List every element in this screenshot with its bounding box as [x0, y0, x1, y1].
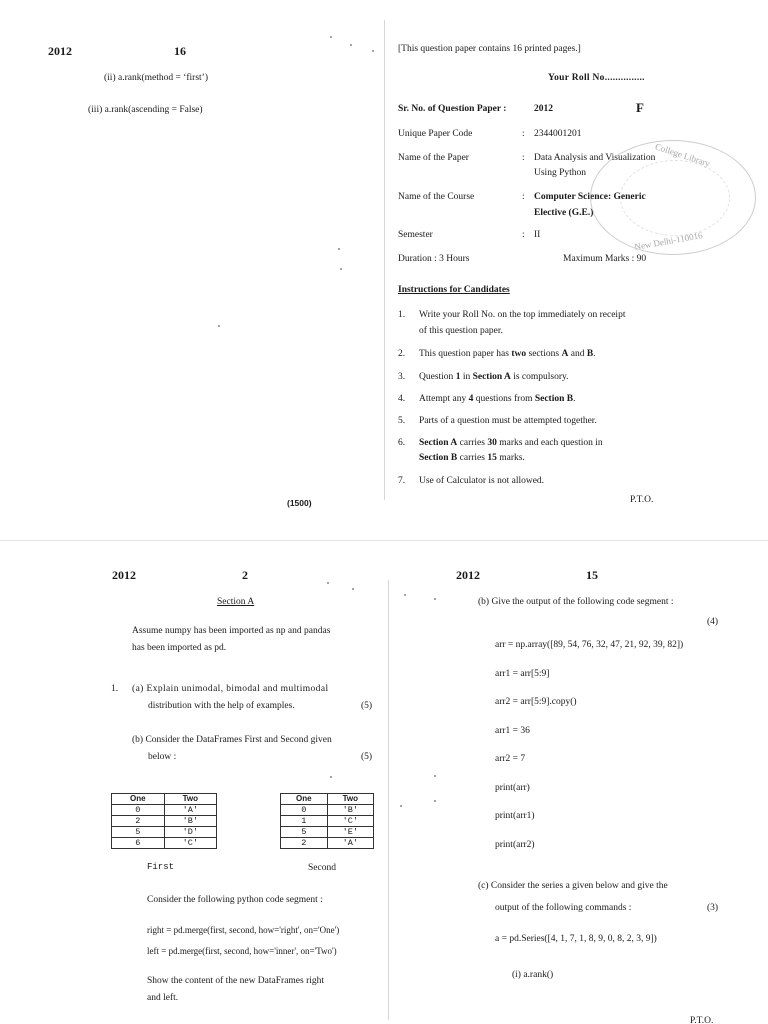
dataframe-second: [280, 793, 374, 849]
table-cell: 1: [281, 816, 328, 827]
table-caption-second: Second: [308, 863, 336, 873]
question-1a: (a) Explain unimodal, bimodal and multimodal: [132, 684, 329, 694]
intro-text-cont: has been imported as pd.: [132, 643, 227, 653]
instruction-text: Attempt any 4 questions from Section B.: [419, 394, 576, 404]
intro-text: Assume numpy has been imported as np and pandas: [132, 626, 331, 636]
scan-speck: [434, 598, 436, 600]
question-1a-marks: (5): [361, 701, 373, 711]
column-header: One: [281, 794, 328, 805]
scan-speck: [338, 248, 340, 250]
table-row: [281, 827, 374, 838]
field-label-paper-code: Unique Paper Code: [398, 129, 473, 139]
page-year: 2012: [456, 568, 480, 582]
code-merge-left: left = pd.merge(first, second, how='inner', on='Two'): [147, 946, 337, 956]
code-merge-right: right = pd.merge(first, second, how='right', on='One'): [147, 925, 340, 935]
page-number: 15: [586, 568, 598, 582]
instruction-text: This question paper has two sections A and B.: [419, 349, 596, 359]
page-fold-line: [384, 20, 385, 500]
table-cell: 'B': [164, 816, 216, 827]
table-cell: 5: [281, 827, 328, 838]
scan-speck: [327, 582, 329, 584]
instruction-number: 6.: [398, 438, 406, 448]
scan-speck: [352, 588, 354, 590]
sr-no-label: Sr. No. of Question Paper :: [398, 104, 507, 114]
table-cell: 5: [112, 827, 165, 838]
rank-item-iii: (iii) a.rank(ascending = False): [88, 105, 203, 115]
scan-speck: [404, 594, 406, 596]
column-header: Two: [327, 794, 373, 805]
sr-no-value: 2012: [534, 104, 553, 114]
library-stamp-inner-ring: [620, 160, 730, 236]
print-count: (1500): [287, 498, 312, 508]
table-cell: 6: [112, 838, 165, 849]
instruction-number: 4.: [398, 394, 406, 404]
scan-speck: [330, 36, 332, 38]
consider-text: Consider the following python code segment :: [147, 895, 323, 905]
field-value-paper-name-cont: Using Python: [534, 168, 586, 178]
question-b-marks: (4): [707, 617, 719, 627]
field-label-course: Name of the Course: [398, 192, 475, 202]
column-header: Two: [164, 794, 216, 805]
field-value-paper-name: Data Analysis and Visualization: [534, 153, 656, 163]
code-line: arr1 = arr[5:9]: [495, 669, 550, 679]
table-cell: 'A': [164, 805, 216, 816]
field-colon: :: [522, 230, 525, 240]
scan-speck: [400, 805, 402, 807]
question-1b-cont: below :: [148, 752, 177, 762]
rank-item-i: (i) a.rank(): [512, 970, 554, 980]
field-colon: :: [522, 129, 525, 139]
question-c: (c) Consider the series a given below and give the: [478, 881, 668, 891]
table-cell: 'C': [327, 816, 373, 827]
table-row: [112, 827, 217, 838]
code-line: arr = np.array([89, 54, 76, 32, 47, 21, 92, 39, 82]): [495, 640, 684, 650]
question-c-cont: output of the following commands :: [495, 903, 632, 913]
stamp-text-bottom: New Delhi-110016: [633, 230, 704, 252]
field-value-course: Computer Science: Generic: [534, 192, 646, 202]
pto-marker: P.T.O.: [630, 495, 654, 505]
table-row: [281, 805, 374, 816]
instruction-text-cont: of this question paper.: [419, 326, 503, 336]
scan-speck: [372, 50, 374, 52]
instruction-number: 1.: [398, 310, 406, 320]
instruction-number: 3.: [398, 372, 406, 382]
question-number: 1.: [111, 684, 119, 694]
table-row: [112, 816, 217, 827]
instruction-number: 5.: [398, 416, 406, 426]
instruction-text: Question 1 in Section A is compulsory.: [419, 372, 569, 382]
instruction-number: 2.: [398, 349, 406, 359]
table-cell: 'A': [327, 838, 373, 849]
table-row: [281, 838, 374, 849]
table-cell: 'C': [164, 838, 216, 849]
scan-speck: [330, 776, 332, 778]
question-1b: (b) Consider the DataFrames First and Second given: [132, 735, 332, 745]
table-cell: 0: [281, 805, 328, 816]
field-label-paper-name: Name of the Paper: [398, 153, 469, 163]
pto-marker-partial: P.T.O.: [690, 1016, 714, 1024]
table-row: [112, 805, 217, 816]
scan-speck: [434, 800, 436, 802]
field-value-paper-code: 2344001201: [534, 129, 582, 139]
show-text-cont: and left.: [147, 993, 179, 1003]
code-line: print(arr2): [495, 840, 535, 850]
code-line: arr2 = arr[5:9].copy(): [495, 697, 577, 707]
table-row: [281, 816, 374, 827]
series-code: a = pd.Series([4, 1, 7, 1, 8, 9, 0, 8, 2, 3, 9]): [495, 934, 657, 944]
maximum-marks: Maximum Marks : 90: [563, 254, 647, 264]
field-colon: :: [522, 192, 525, 202]
table-cell: 'B': [327, 805, 373, 816]
table-row: [112, 838, 217, 849]
column-header: One: [112, 794, 165, 805]
instruction-text-cont: Section B carries 15 marks.: [419, 453, 525, 463]
page-count-note: [This question paper contains 16 printed pages.]: [398, 44, 581, 54]
roll-number-line: Your Roll No...............: [548, 73, 645, 83]
question-c-marks: (3): [707, 903, 719, 913]
field-value-course-cont: Elective (G.E.): [534, 208, 594, 218]
field-colon: :: [522, 153, 525, 163]
page-number: 16: [174, 44, 186, 58]
question-1a-cont: distribution with the help of examples.: [148, 701, 295, 711]
scan-speck: [340, 268, 342, 270]
instruction-text: Write your Roll No. on the top immediately on receipt: [419, 310, 626, 320]
exam-duration: Duration : 3 Hours: [398, 254, 470, 264]
field-value-semester: II: [534, 230, 541, 240]
question-1b-marks: (5): [361, 752, 373, 762]
table-cell: 0: [112, 805, 165, 816]
page-fold-line: [388, 580, 389, 1020]
page-year: 2012: [48, 44, 72, 58]
table-caption-first: First: [147, 862, 175, 872]
section-heading: Section A: [217, 597, 255, 607]
dataframe-first: [111, 793, 217, 849]
scan-speck: [218, 325, 220, 327]
scan-speck: [350, 44, 352, 46]
question-b: (b) Give the output of the following code segment :: [478, 597, 674, 607]
page-year: 2012: [112, 568, 136, 582]
rank-item-ii: (ii) a.rank(method = ‘first’): [104, 73, 209, 83]
table-cell: 2: [112, 816, 165, 827]
instructions-heading: Instructions for Candidates: [398, 285, 510, 295]
scan-speck: [434, 775, 436, 777]
code-line: print(arr): [495, 783, 530, 793]
instruction-text: Section A carries 30 marks and each question in: [419, 438, 603, 448]
code-line: arr1 = 36: [495, 726, 530, 736]
page-number: 2: [242, 568, 248, 582]
show-text: Show the content of the new DataFrames right: [147, 976, 325, 986]
instruction-text: Parts of a question must be attempted together.: [419, 416, 597, 426]
code-line: print(arr1): [495, 811, 535, 821]
set-letter: F: [636, 100, 644, 115]
table-cell: 'D': [164, 827, 216, 838]
stamp-text-top: College Library: [653, 141, 712, 169]
table-cell: 2: [281, 838, 328, 849]
code-line: arr2 = 7: [495, 754, 526, 764]
table-cell: 'E': [327, 827, 373, 838]
instruction-number: 7.: [398, 476, 406, 486]
page-divider: [0, 540, 768, 541]
field-label-semester: Semester: [398, 230, 433, 240]
instruction-text: Use of Calculator is not allowed.: [419, 476, 545, 486]
